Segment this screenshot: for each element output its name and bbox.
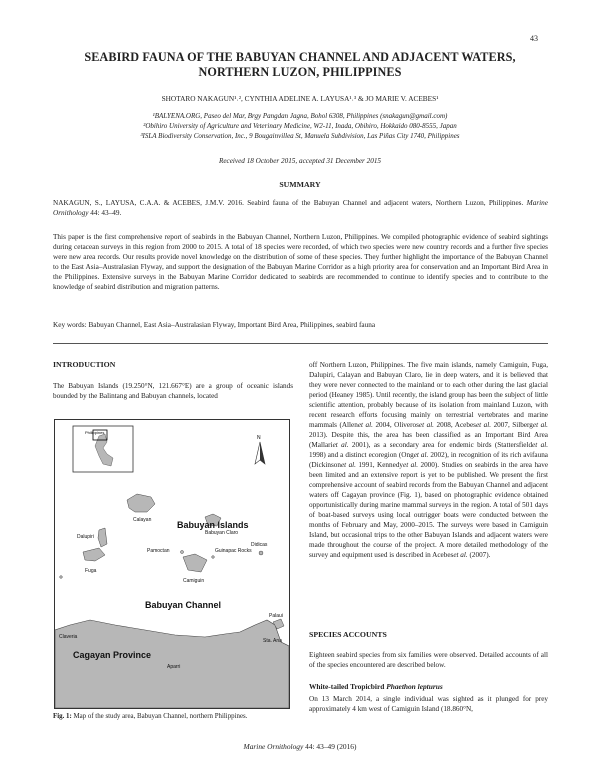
label-sta-ana: Sta. Ana xyxy=(263,638,282,644)
intro-right-part: 2002), in recognition of its rich avifauna (Dickinson xyxy=(309,451,548,469)
intro-right-part: (2007). xyxy=(467,551,491,559)
authors: SHOTARO NAKAGUN¹˒², CYNTHIA ADELINE A. LAYUSA¹˒³ & JO MARIE V. ACEBES¹ xyxy=(161,94,439,103)
intro-right-part: 1991, Kennedy xyxy=(355,461,404,469)
intro-right-part: 2007, Silberg xyxy=(491,421,533,429)
intro-right-part: 2004, Oliveros xyxy=(372,421,419,429)
label-camiguin: Camiguin xyxy=(183,578,205,584)
species-accounts-heading: SPECIES ACCOUNTS xyxy=(309,630,387,639)
footer-volume: 44: 43–49 (2016) xyxy=(303,742,357,751)
label-palaui: Palaui xyxy=(269,613,283,619)
label-babuyan-claro: Babuyan Claro xyxy=(205,530,239,536)
intro-right-part: 2001), as a secondary area for endemic birds (Stattersfield xyxy=(348,441,533,449)
et-al: et al. xyxy=(453,551,468,559)
paper-title: SEABIRD FAUNA OF THE BABUYAN CHANNEL AND ADJACENT WATERS, NORTHERN LUZON, PHILIPPINES xyxy=(84,50,516,79)
citation-main: NAKAGUN, S., LAYUSA, C.A.A. & ACEBES, J.M.V. 2016. Seabird fauna of the Babuyan Channel and adjacent waters, Northern Luzon, Philippines. xyxy=(53,199,524,207)
didicas-island xyxy=(259,551,263,555)
figure-label: Fig. 1: xyxy=(53,713,72,720)
camiguin-island xyxy=(183,554,207,572)
et-al: et al. xyxy=(357,421,373,429)
et-al: et al. xyxy=(418,421,434,429)
intro-right-part: off Northern Luzon, Philippines. The five main islands, namely Camiguin, Fuga, Dalupiri, Calayan and Babuyan Claro, lie in deep waters, and it is believed that they were never connected to the mainland or to each other during the last glacial period (Heaney 1985). Until recently, the island group has been the subject of little scientific attention, probably because of its isolation from mainland Luzon, with recent research efforts focusing mainly on terrestrial vertebrates and marine mammals (Allen xyxy=(309,361,548,429)
species-accounts-text: Eighteen seabird species from six families were observed. Detailed accounts of all of the species encountered are described below. xyxy=(309,651,548,669)
affiliation-1: ¹BALYENA.ORG, Paseo del Mar, Brgy Pangdan Jagna, Bohol 6308, Philippines (snakagun@gmail.com) xyxy=(152,112,448,120)
label-didicas: Didicas xyxy=(251,542,268,548)
affiliation-3: ³ISLA Biodiversity Conservation, Inc., 9 Bougainvillea St, Manuela Subdivision, Las Piñas City 1740, Philippines xyxy=(140,132,460,141)
small-islet-west xyxy=(60,576,63,579)
page-number: 43 xyxy=(530,34,538,43)
affiliations xyxy=(50,111,550,142)
introduction-heading: INTRODUCTION xyxy=(53,360,116,369)
fuga-island xyxy=(83,548,105,561)
et-al: et al. xyxy=(413,451,429,459)
guinapac-rocks xyxy=(212,556,215,559)
study-area-map xyxy=(54,419,290,709)
summary-heading: SUMMARY xyxy=(279,180,321,189)
label-claveria: Claveria xyxy=(59,634,78,640)
label-cagayan-province: Cagayan Province xyxy=(73,650,152,660)
species-1-latin: Phaethon lepturus xyxy=(386,682,443,691)
label-calayan: Calayan xyxy=(133,517,152,523)
label-babuyan-islands: Babuyan Islands xyxy=(177,520,249,530)
inset-philippines-label: Philippines xyxy=(85,430,105,435)
intro-right-text xyxy=(309,360,548,560)
et-al: et al. xyxy=(532,421,548,429)
species-1-text: On 13 March 2014, a single individual was sighted as it plunged for prey approximately 4 km west of Camiguin Island (18.860°N, xyxy=(309,695,548,713)
label-dalupiri: Dalupiri xyxy=(77,534,94,540)
dalupiri-island xyxy=(98,528,107,547)
abstract: This paper is the first comprehensive report of seabirds in the Babuyan Channel, Northern Luzon, Philippines. We compiled photographic evidence of seabird sightings during cetacean surveys in this region from 2000 to 2015. A total of 18 species were recorded, of which two species were new country records and a further five species were new area records. Our results provide novel knowledge on the distribution of some of these species. They further highlight the importance of the Babuyan Channel to the East Asia–Australasian Flyway, and support the designation of the Babuyan Marine Corridor as a high priority area for conservation and an Important Bird Area in the Philippines. Extensive surveys in the Babuyan Marine Corridor dedicated to seabirds are recommended to continue to identify species and to contribute to the knowledge of seabird distribution and migration patterns. xyxy=(53,233,548,291)
et-al: et al. xyxy=(403,461,419,469)
species-1-heading xyxy=(309,682,443,691)
et-al: et al. xyxy=(332,441,349,449)
figure-caption xyxy=(53,712,293,721)
citation-volume: 44: 43–49. xyxy=(88,209,122,217)
et-al: et al. xyxy=(532,441,549,449)
calayan-island xyxy=(127,494,155,512)
intro-right-part: 1998) and a distinct ecoregion (Ong xyxy=(309,451,414,459)
keywords: Key words: Babuyan Channel, East Asia–Australasian Flyway, Important Bird Area, Philippines, seabird fauna xyxy=(53,321,376,329)
citation xyxy=(53,198,548,218)
label-guinapac-rocks: Guinapac Rocks xyxy=(215,548,252,554)
citation-journal: Marine Ornithology xyxy=(53,199,548,217)
species-1-name: White-tailed Tropicbird xyxy=(309,682,385,691)
intro-right-part: 2013). Despite this, the area has been classified as an Important Bird Area (Mallari xyxy=(309,431,548,449)
footer-journal: Marine Ornithology xyxy=(243,742,304,751)
label-aparri: Aparri xyxy=(167,664,181,670)
page-footer xyxy=(50,742,550,751)
received-dates: Received 18 October 2015, accepted 31 December 2015 xyxy=(218,157,382,165)
north-label: N xyxy=(257,435,261,441)
label-babuyan-channel: Babuyan Channel xyxy=(145,600,222,610)
et-al: et al. xyxy=(475,421,492,429)
north-arrow-icon xyxy=(255,435,265,464)
intro-right-part: 2000). Studies on seabirds in the area have been limited and an extensive report is yet to be published. We present the first comprehensive account of seabird records from the Babuyan Channel and adjacent waters off Cagayan province (Fig. 1), based on photographic evidence obtained opportunistically during marine mammal surveys in the region. A total of 501 days of boat-based surveys using local outrigger boats were conducted between the months of February and May, 2000–2015. The surveys were based in Camiguin Island, but occasional trips to the other Babuyan Islands and adjacent waters were made throughout the course of the project. A more detailed methodology of the survey and equipment used is described in Acebes xyxy=(309,461,549,559)
map-graphic xyxy=(55,420,289,708)
figure-caption-text: Map of the study area, Babuyan Channel, northern Philippines. xyxy=(71,713,248,720)
et-al: et al. xyxy=(340,461,356,469)
intro-right-part: 2008, Acebes xyxy=(433,421,476,429)
intro-left-text: The Babuyan Islands (19.250°N, 121.667°E) are a group of oceanic islands bounded by the Balintang and Babuyan channels, located xyxy=(53,382,293,400)
affiliation-2: ²Obihiro University of Agriculture and Veterinary Medicine, W2-11, Inada, Obihiro, Hokkaido 080-8555, Japan xyxy=(143,122,457,131)
pamoctan-island xyxy=(181,551,184,554)
label-pamoctan: Pamoctan xyxy=(147,548,170,554)
divider xyxy=(53,343,548,344)
label-fuga: Fuga xyxy=(85,568,97,574)
inset-map xyxy=(73,426,133,472)
